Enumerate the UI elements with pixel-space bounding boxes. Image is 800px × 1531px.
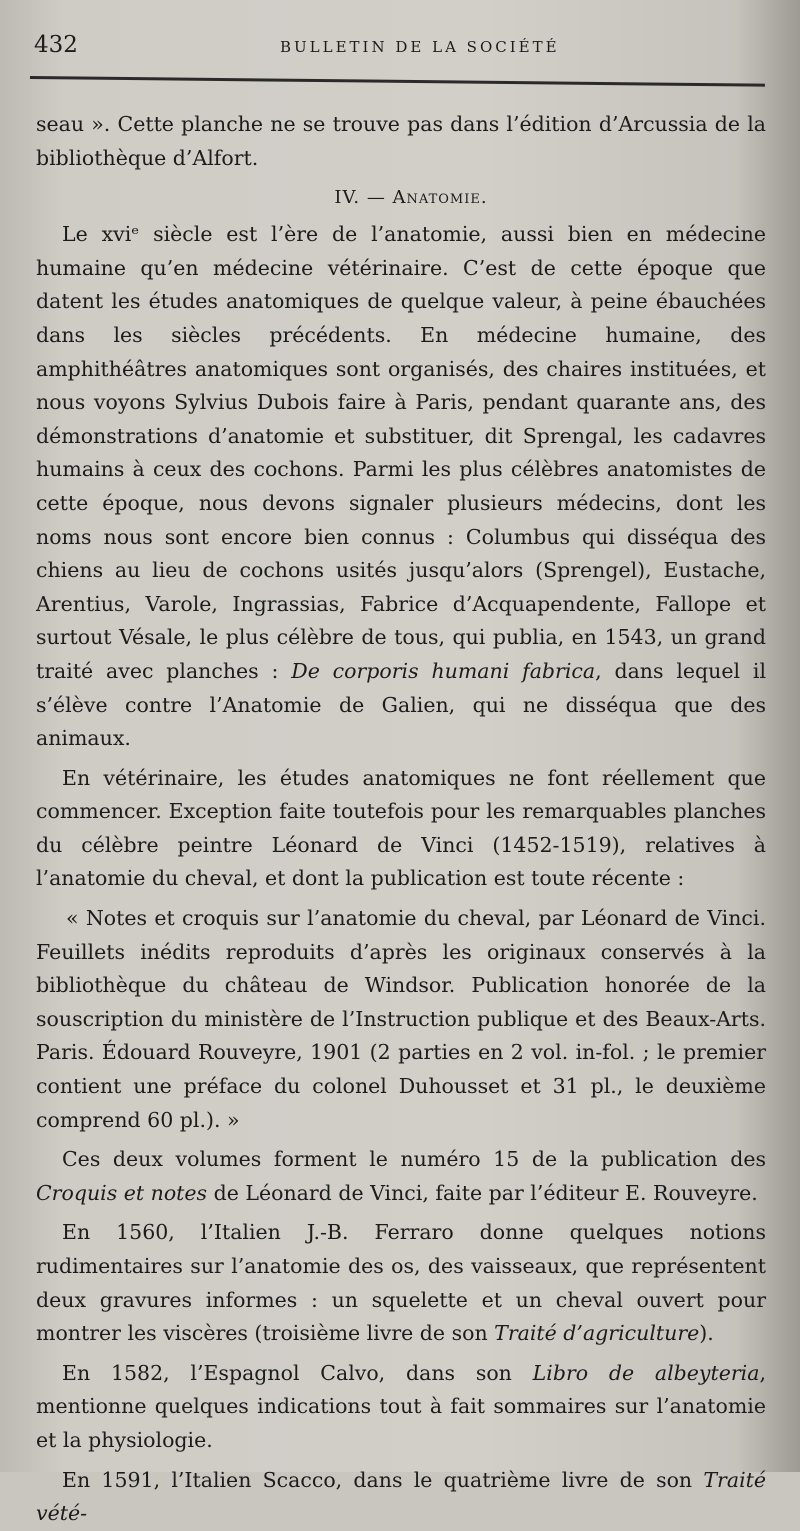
page-header <box>30 28 770 68</box>
paragraph: En vétérinaire, les études anatomiques ne font réellement que commencer. Exception faite toutefois pour les remarquables planches du célèbre peintre Léonard de Vinci (1452-1519), relatives à l’anatomie du cheval, et dont la publication est toute récente : <box>36 765 766 891</box>
paragraph-text: En 1591, l’Italien Scacco, dans le quatrième livre de son <box>62 1467 704 1492</box>
book-title: Libro de albeyteria <box>532 1360 760 1385</box>
header-rule <box>30 76 765 87</box>
paragraph-text: En 1582, l’Espagnol Calvo, dans son <box>62 1360 533 1385</box>
section-name: Anatomie. <box>392 187 488 209</box>
paragraph-text: Ces deux volumes forment le numéro 15 de la publication des <box>62 1147 766 1172</box>
page-number: 432 <box>34 32 78 58</box>
paragraph <box>36 1357 766 1458</box>
book-title: Croquis et notes <box>36 1180 208 1205</box>
section-number: IV. — <box>334 187 393 209</box>
paragraph <box>36 1143 766 1210</box>
paragraph-text: de Léonard de Vinci, faite par l’éditeur E. Rouveyre. <box>207 1180 758 1205</box>
book-title: De corporis humani fabrica <box>291 658 596 683</box>
paragraph-text: , mentionne quelques indications tout à fait sommaires sur l’anatomie et la physiologie. <box>36 1360 766 1452</box>
paragraph <box>36 218 766 756</box>
body-text <box>36 108 766 1531</box>
paragraph-text: En 1560, l’Italien J.-B. Ferraro donne quelques notions rudimentaires sur l’anatomie des os, des vaisseaux, que représentent deux gravures informes : un squelette et un cheval ouvert pour montrer les viscères (troisième livre de son <box>36 1220 766 1346</box>
paragraph-text: Le xviᵉ siècle est l’ère de l’anatomie, aussi bien en médecine humaine qu’en médecine vétérinaire. C’est de cette époque que datent les études anatomiques de quelque valeur, à peine ébauchées dans les siècles précédents. En médecine humaine, des amphithéâtres anatomiques sont organisés, des chaires instituées, et nous voyons Sylvius Dubois faire à Paris, pendant quarante ans, des démonstrations d’anatomie et substituer, dit Sprengal, les cadavres humains à ceux des cochons. Parmi les plus célèbres anatomistes de cette époque, nous devons signaler plusieurs médecins, dont les noms nous sont encore bien connus : Columbus qui disséqua des chiens au lieu de cochons usités jusqu’alors (Sprengel), Eustache, Arentius, Varole, Ingrassias, Fabrice d’Acquapendente, Fallope et surtout Vésale, le plus célèbre de tous, qui publia, en 1543, un grand traité avec planches : <box>36 222 766 683</box>
section-heading <box>36 187 766 208</box>
book-title: Traité d’agriculture <box>494 1321 700 1346</box>
paragraph <box>36 1216 766 1350</box>
book-title: Traité vété- <box>36 1467 766 1526</box>
paragraph-continuation: seau ». Cette planche ne se trouve pas dans l’édition d’Arcussia de la bibliothèque d’Alfort. <box>36 112 766 170</box>
paragraph <box>36 1464 766 1531</box>
paragraph-text: ). <box>699 1321 714 1346</box>
running-head: BULLETIN DE LA SOCIÉTÉ <box>280 38 560 56</box>
paragraph-text: , dans lequel il s’élève contre l’Anatomie de Galien, qui ne disséqua que des animaux. <box>36 658 766 751</box>
quotation: « Notes et croquis sur l’anatomie du cheval, par Léonard de Vinci. Feuillets inédits reproduits d’après les originaux conservés à la bibliothèque du château de Windsor. Publication honorée de la souscription du ministère de l’Instruction publique et des Beaux-Arts. Paris. Édouard Rouveyre, 1901 (2 parties en 2 vol. in-fol. ; le premier contient une préface du colonel Duhousset et 31 pl., le deuxième comprend 60 pl.). » <box>36 906 766 1132</box>
